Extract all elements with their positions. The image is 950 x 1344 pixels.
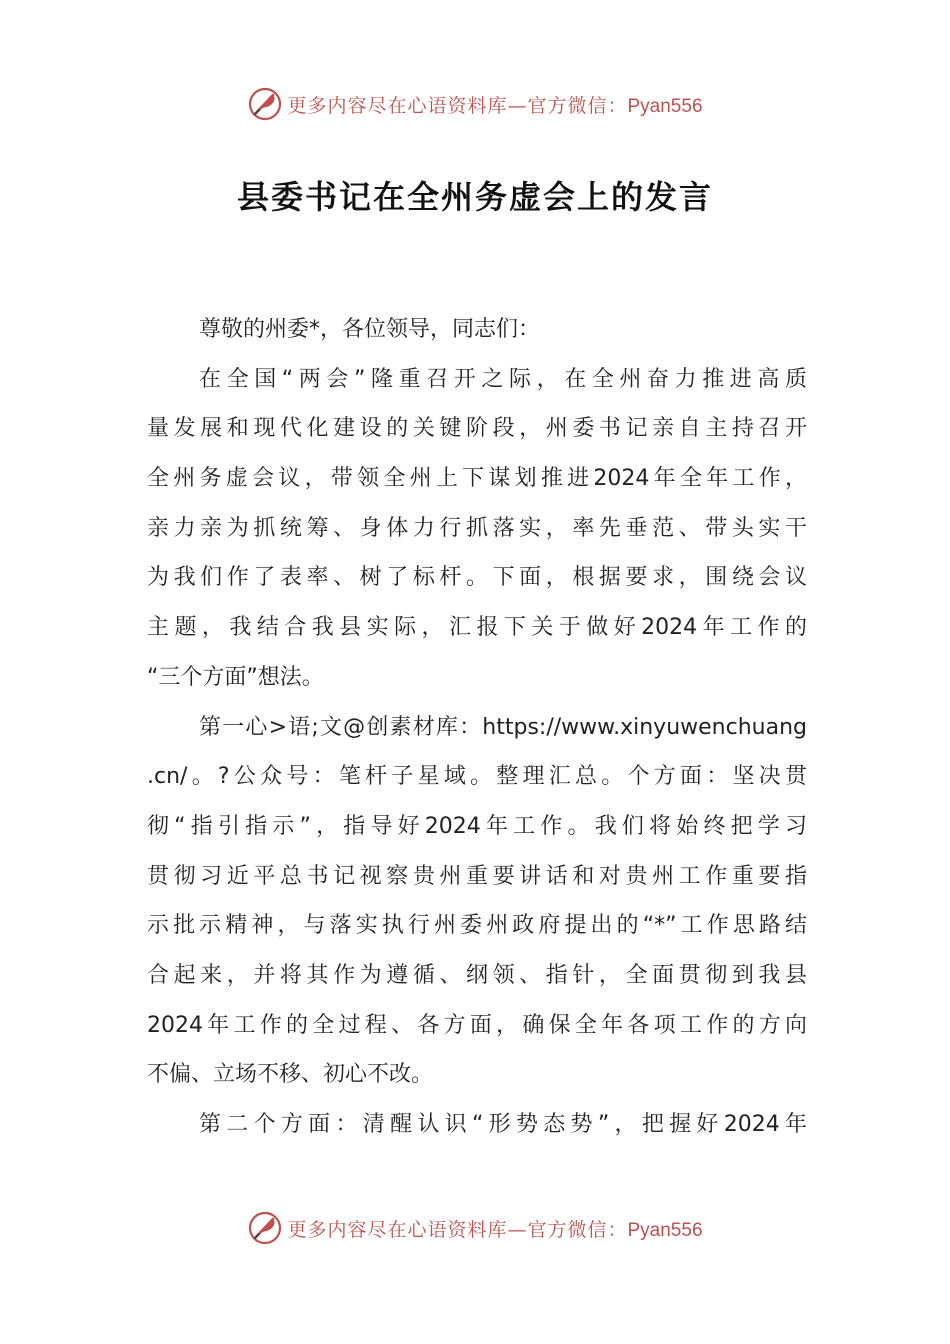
paragraph-line: 亲力亲为抓统筹、身体力行抓落实，率先垂范、带头实干	[147, 515, 807, 541]
quill-logo-icon	[247, 1210, 283, 1246]
paragraph-line: 在全国“两会”隆重召开之际，在全州奋力推进高质	[199, 366, 807, 392]
footer-watermark-banner	[0, 1208, 950, 1248]
salutation-line: 尊敬的州委*，各位领导，同志们：	[199, 317, 541, 342]
banner-text	[287, 1215, 702, 1242]
paragraph-line: 量发展和现代化建设的关键阶段，州委书记亲自主持召开	[147, 416, 807, 442]
paragraph-line: “三个方面”想法。	[147, 664, 324, 690]
paragraph-line: 示批示精神，与落实执行州委州政府提出的“*”工作思路结	[147, 913, 807, 939]
banner-text	[287, 91, 702, 118]
document-body	[147, 310, 807, 1155]
paragraph-line: 2024年工作的全过程、各方面，确保全年各项工作的方向	[147, 1012, 807, 1038]
paragraph-line: 不偏、立场不移、初心不改。	[147, 1062, 434, 1088]
quill-logo-icon	[247, 86, 283, 122]
paragraph-line: 第二个方面：清醒认识“形势态势”，把握好2024年	[199, 1112, 807, 1137]
paragraph-line: 主题，我结合我县实际，汇报下关于做好2024年工作的	[147, 615, 807, 641]
paragraph-line: 第一心>语;文@创素材库：https://www.xinyuwenchuang	[199, 714, 807, 740]
paragraph-line: 为我们作了表率、树了标杆。下面，根据要求，围绕会议	[147, 565, 807, 591]
header-watermark-banner	[0, 84, 950, 124]
banner-label: 更多内容尽在心语资料库—官方微信：	[287, 94, 628, 117]
paragraph-line: 全州务虚会议，带领全州上下谋划推进2024年全年工作，	[147, 466, 807, 492]
wechat-id: Pyan556	[627, 95, 703, 117]
document-title: 县委书记在全州务虚会上的发言	[236, 178, 713, 216]
paragraph-line: 彻“指引指示”，指导好2024年工作。我们将始终把学习	[147, 813, 807, 839]
wechat-id: Pyan556	[627, 1219, 703, 1241]
banner-label: 更多内容尽在心语资料库—官方微信：	[287, 1218, 628, 1241]
paragraph-line: 合起来，并将其作为遵循、纲领、指针，全面贯彻到我县	[147, 962, 807, 988]
paragraph-line: .cn/。?公众号：笔杆子星域。整理汇总。个方面：坚决贯	[147, 764, 807, 790]
paragraph-line: 贯彻习近平总书记视察贵州重要讲话和对贵州工作重要指	[147, 863, 807, 889]
